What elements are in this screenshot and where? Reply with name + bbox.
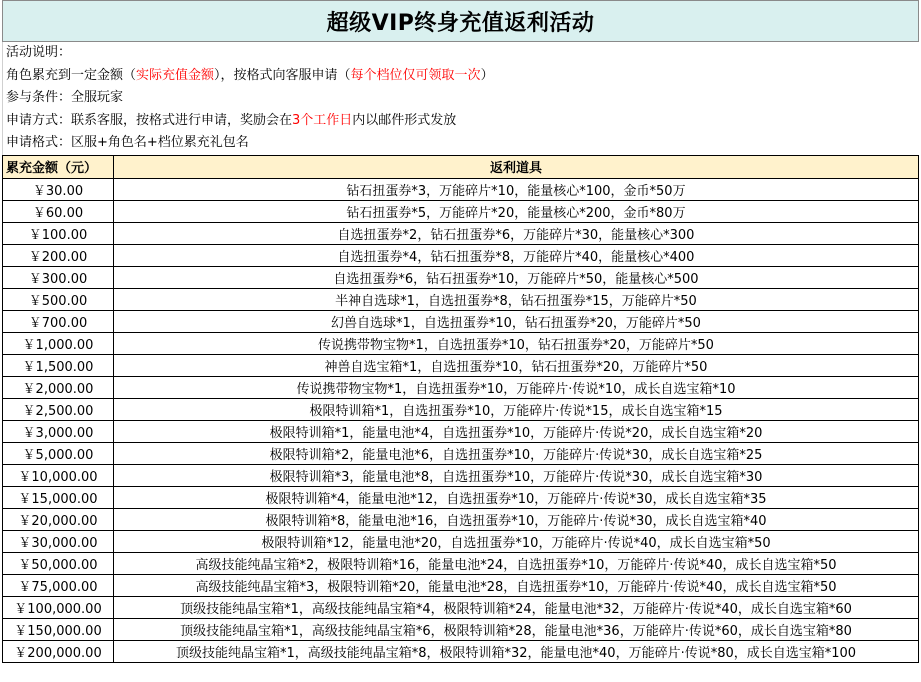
table-row: [3, 640, 919, 662]
amount-cell[interactable]: ￥30,000.00: [3, 530, 114, 552]
amount-cell[interactable]: ￥1,000.00: [3, 332, 114, 354]
reward-cell[interactable]: 传说携带物宝物*1，自选扭蛋券*10，万能碎片·传说*10，成长自选宝箱*10: [114, 376, 919, 398]
info-highlight-once-per-tier: 每个档位仅可领取一次: [350, 67, 481, 83]
reward-cell[interactable]: 极限特训箱*8，能量电池*16，自选扭蛋券*10，万能碎片·传说*30，成长自选宝箱*40: [114, 508, 919, 530]
reward-cell[interactable]: 极限特训箱*1，能量电池*4，自选扭蛋券*10，万能碎片·传说*20，成长自选宝箱*20: [114, 420, 919, 442]
table-row: [3, 310, 919, 332]
info-text: ），按格式向客服申请（: [214, 67, 351, 83]
table-row: [3, 574, 919, 596]
reward-cell[interactable]: 钻石扭蛋券*3，万能碎片*10，能量核心*100，金币*50万: [114, 178, 919, 200]
table-row: [3, 486, 919, 508]
table-row: [3, 354, 919, 376]
table-row: [3, 244, 919, 266]
table-header-row: [3, 155, 919, 178]
reward-cell[interactable]: 极限特训箱*2，能量电池*6，自选扭蛋券*10，万能碎片·传说*30，成长自选宝箱*25: [114, 442, 919, 464]
table-row: [3, 222, 919, 244]
info-highlight-workdays: 3个工作日: [292, 112, 353, 128]
amount-cell[interactable]: ￥50,000.00: [3, 552, 114, 574]
table-row: [3, 552, 919, 574]
table-row: [3, 266, 919, 288]
amount-cell[interactable]: ￥1,500.00: [3, 354, 114, 376]
info-text: 角色累充到一定金额（: [6, 67, 137, 83]
info-line-2[interactable]: [6, 65, 919, 88]
table-row: [3, 596, 919, 618]
reward-cell[interactable]: 高级技能纯晶宝箱*3，极限特训箱*20，能量电池*28，自选扭蛋券*10，万能碎片·传说*40，成长自选宝箱*50: [114, 574, 919, 596]
table-row: [3, 178, 919, 200]
reward-cell[interactable]: 半神自选球*1，自选扭蛋券*8，钻石扭蛋券*15，万能碎片*50: [114, 288, 919, 310]
reward-cell[interactable]: 自选扭蛋券*6，钻石扭蛋券*10，万能碎片*50，能量核心*500: [114, 266, 919, 288]
reward-cell[interactable]: 幻兽自选球*1，自选扭蛋券*10，钻石扭蛋券*20，万能碎片*50: [114, 310, 919, 332]
amount-cell[interactable]: ￥300.00: [3, 266, 114, 288]
amount-cell[interactable]: ￥20,000.00: [3, 508, 114, 530]
info-text: 申请格式：区服+角色名+档位累充礼包名: [6, 135, 249, 150]
amount-cell[interactable]: ￥200,000.00: [3, 640, 114, 662]
amount-cell[interactable]: ￥2,500.00: [3, 398, 114, 420]
header-reward[interactable]: 返利道具: [114, 155, 919, 178]
page-title: 超级VIP终身充值返利活动: [326, 10, 595, 36]
table-row: [3, 464, 919, 486]
reward-cell[interactable]: 顶级技能纯晶宝箱*1，高级技能纯晶宝箱*4，极限特训箱*24，能量电池*32，万能碎片·传说*40，成长自选宝箱*60: [114, 596, 919, 618]
reward-cell[interactable]: 极限特训箱*4，能量电池*12，自选扭蛋券*10，万能碎片·传说*30，成长自选宝箱*35: [114, 486, 919, 508]
info-text: ）: [480, 67, 494, 83]
table-row: [3, 442, 919, 464]
amount-cell[interactable]: ￥15,000.00: [3, 486, 114, 508]
table-row: [3, 376, 919, 398]
info-text: 申请方式：联系客服，按格式进行申请，奖励会在: [6, 112, 293, 128]
reward-cell[interactable]: 自选扭蛋券*4，钻石扭蛋券*8，万能碎片*40，能量核心*400: [114, 244, 919, 266]
reward-cell[interactable]: 顶级技能纯晶宝箱*1，高级技能纯晶宝箱*6，极限特训箱*28，能量电池*36，万能碎片·传说*60，成长自选宝箱*80: [114, 618, 919, 640]
info-line-1[interactable]: [6, 42, 919, 65]
reward-cell[interactable]: 极限特训箱*3，能量电池*8，自选扭蛋券*10，万能碎片·传说*30，成长自选宝箱*30: [114, 464, 919, 486]
reward-cell[interactable]: 传说携带物宝物*1，自选扭蛋券*10，钻石扭蛋券*20，万能碎片*50: [114, 332, 919, 354]
info-label: 活动说明：: [6, 45, 72, 60]
table-body: [3, 178, 919, 662]
amount-cell[interactable]: ￥100.00: [3, 222, 114, 244]
table-row: [3, 200, 919, 222]
amount-cell[interactable]: ￥30.00: [3, 178, 114, 200]
table-row: [3, 332, 919, 354]
amount-cell[interactable]: ￥2,000.00: [3, 376, 114, 398]
spreadsheet: [2, 0, 919, 663]
info-text: 内以邮件形式发放: [352, 112, 457, 128]
amount-cell[interactable]: ￥700.00: [3, 310, 114, 332]
info-text: 参与条件：全服玩家: [6, 90, 124, 105]
table-row: [3, 398, 919, 420]
amount-cell[interactable]: ￥5,000.00: [3, 442, 114, 464]
reward-cell[interactable]: 极限特训箱*1，自选扭蛋券*10，万能碎片·传说*15，成长自选宝箱*15: [114, 398, 919, 420]
reward-cell[interactable]: 自选扭蛋券*2，钻石扭蛋券*6，万能碎片*30，能量核心*300: [114, 222, 919, 244]
table-row: [3, 420, 919, 442]
rebate-table: [2, 155, 919, 663]
reward-cell[interactable]: 钻石扭蛋券*5，万能碎片*20，能量核心*200，金币*80万: [114, 200, 919, 222]
amount-cell[interactable]: ￥10,000.00: [3, 464, 114, 486]
table-row: [3, 508, 919, 530]
amount-cell[interactable]: ￥100,000.00: [3, 596, 114, 618]
amount-cell[interactable]: ￥150,000.00: [3, 618, 114, 640]
reward-cell[interactable]: 高级技能纯晶宝箱*2，极限特训箱*16，能量电池*24，自选扭蛋券*10，万能碎片·传说*40，成长自选宝箱*50: [114, 552, 919, 574]
info-highlight-actual-amount: 实际充值金额: [136, 67, 215, 83]
table-row: [3, 618, 919, 640]
title-cell[interactable]: [2, 0, 919, 42]
table-row: [3, 288, 919, 310]
reward-cell[interactable]: 顶级技能纯晶宝箱*1，高级技能纯晶宝箱*8，极限特训箱*32，能量电池*40，万能碎片·传说*80，成长自选宝箱*100: [114, 640, 919, 662]
amount-cell[interactable]: ￥60.00: [3, 200, 114, 222]
activity-info: [2, 42, 919, 155]
info-line-4[interactable]: [6, 110, 919, 133]
amount-cell[interactable]: ￥75,000.00: [3, 574, 114, 596]
header-amount[interactable]: 累充金额（元）: [3, 155, 114, 178]
amount-cell[interactable]: ￥200.00: [3, 244, 114, 266]
table-row: [3, 530, 919, 552]
reward-cell[interactable]: 极限特训箱*12，能量电池*20，自选扭蛋券*10，万能碎片·传说*40，成长自选宝箱*50: [114, 530, 919, 552]
info-line-5[interactable]: [6, 132, 919, 155]
amount-cell[interactable]: ￥3,000.00: [3, 420, 114, 442]
info-line-3[interactable]: [6, 87, 919, 110]
amount-cell[interactable]: ￥500.00: [3, 288, 114, 310]
reward-cell[interactable]: 神兽自选宝箱*1，自选扭蛋券*10，钻石扭蛋券*20，万能碎片*50: [114, 354, 919, 376]
